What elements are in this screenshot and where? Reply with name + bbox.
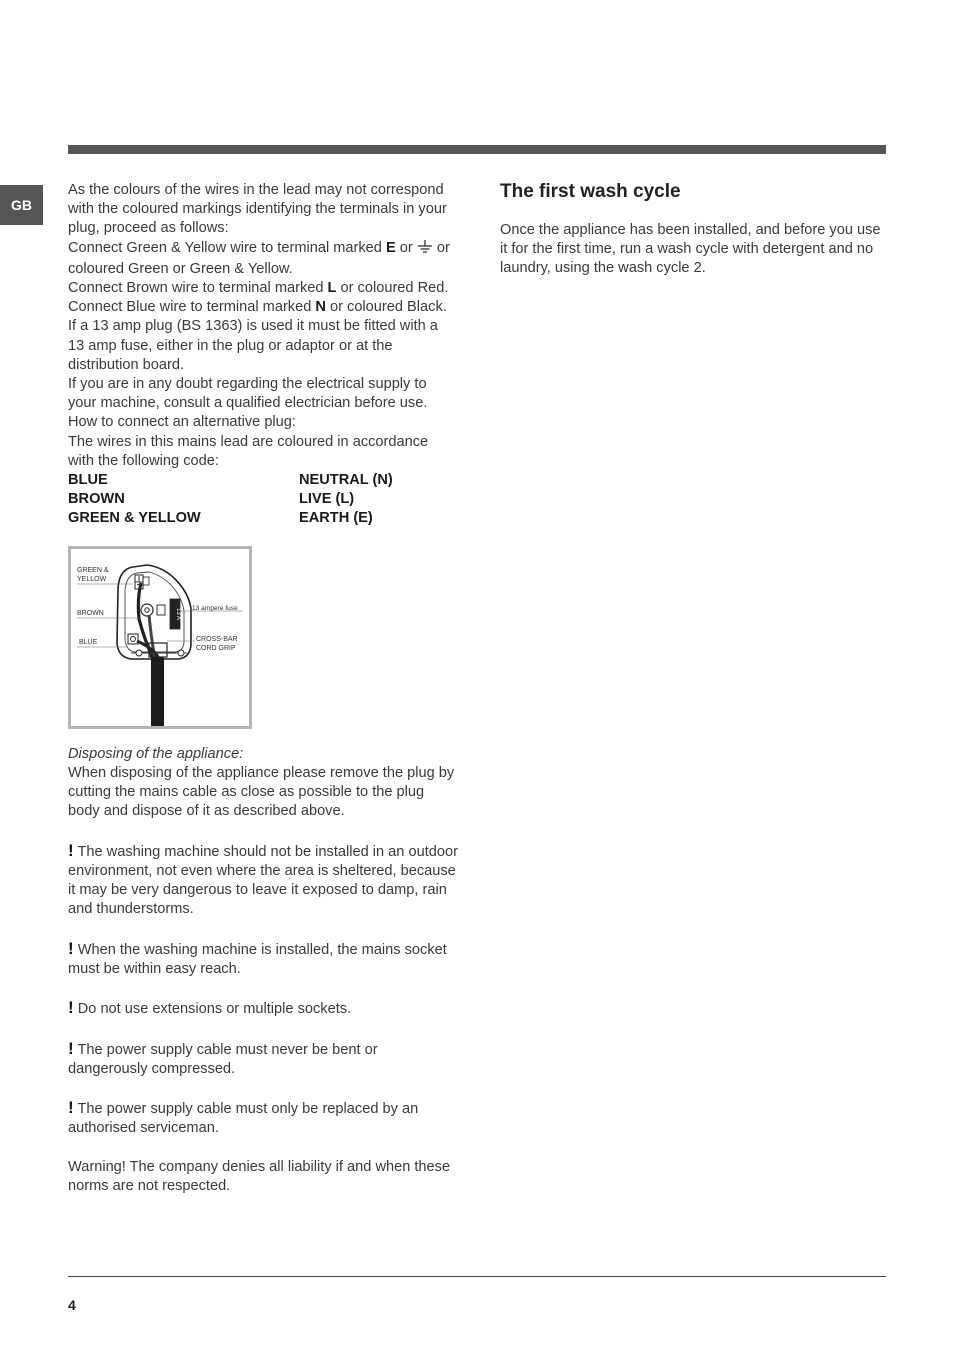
wire-row: GREEN & YELLOW EARTH (E) [68,510,373,527]
disposal-paragraph: When disposing of the appliance please remove the plug by cutting the mains cable as close as possible to the plug body and dispose of it as described above. [68,764,455,820]
wire-row: BROWN LIVE (L) [68,491,355,508]
wire-code-table [68,471,458,529]
cord-grip-label: CORD GRIP [196,644,236,652]
page-number: 4 [68,1297,76,1313]
warning-icon: ! [68,840,74,860]
brown-instruction: Connect Brown wire to terminal marked L or coloured Red. [68,280,449,297]
footer-rule [68,1276,886,1277]
intro-paragraph: As the colours of the wires in the lead may not correspond with the coloured markings identifying the terminals in your plug, proceed as follows: [68,182,447,237]
first-wash-paragraph: Once the appliance has been installed, and before you use it for the first time, run a wash cycle with detergent and no laundry, using the wash cycle 2. [500,222,881,277]
warning-outdoor: ! The washing machine should not be installed in an outdoor environment, not even where the area is sheltered, because it may be very dangerous to leave it exposed to damp, rain and thunderstorms. [68,840,458,918]
doubt-paragraph: If you are in any doubt regarding the electrical supply to your machine, consult a qualified electrician before use. [68,376,428,412]
fuse-paragraph: If a 13 amp plug (BS 1363) is used it must be fitted with a 13 amp fuse, either in the plug or adaptor or at the distribution board. [68,318,438,373]
disposal-heading: Disposing of the appliance: [68,745,244,762]
code-intro: The wires in this mains lead are coloured in accordance with the following code: [68,433,429,469]
blue-label: BLUE [79,638,98,646]
warning-icon: ! [68,1038,74,1058]
warning-cable-replace: ! The power supply cable must only be replaced by an authorised serviceman. [68,1098,419,1137]
warning-socket: ! When the washing machine is installed, the mains socket must be within easy reach. [68,938,447,977]
plug-wiring-diagram [68,546,252,729]
plug-diagram-svg [71,549,249,726]
alt-plug-heading: How to connect an alternative plug: [68,414,296,431]
warning-icon: ! [68,938,74,958]
wire-row: BLUE NEUTRAL (N) [68,472,393,489]
fuse-rating-label: 13 A [175,607,181,620]
header-rule [68,145,886,154]
blue-instruction: Connect Blue wire to terminal marked N or coloured Black. [68,299,447,316]
left-column [68,181,458,1196]
brown-label: BROWN [77,609,104,617]
green-yellow-label: GREEN & [77,566,109,574]
warning-icon: ! [68,998,74,1018]
crossbar-label: CROSS-BAR [196,635,238,643]
green-yellow-instruction: Connect Green & Yellow wire to terminal marked E or or coloured Green or Green & Yellow. [68,239,450,277]
earth-icon [417,240,433,260]
green-yellow-label-2: YELLOW [77,575,107,583]
fuse-label: 13 ampere fuse [192,604,238,612]
right-column [500,181,890,279]
warning-icon: ! [68,1098,74,1118]
first-wash-title: The first wash cycle [500,181,681,202]
warning-cable-bent: ! The power supply cable must never be bent or dangerously compressed. [68,1038,378,1077]
language-tab: GB [0,185,43,225]
warning-extensions: ! Do not use extensions or multiple sockets. [68,998,352,1018]
liability-paragraph: Warning! The company denies all liability if and when these norms are not respected. [68,1158,451,1194]
